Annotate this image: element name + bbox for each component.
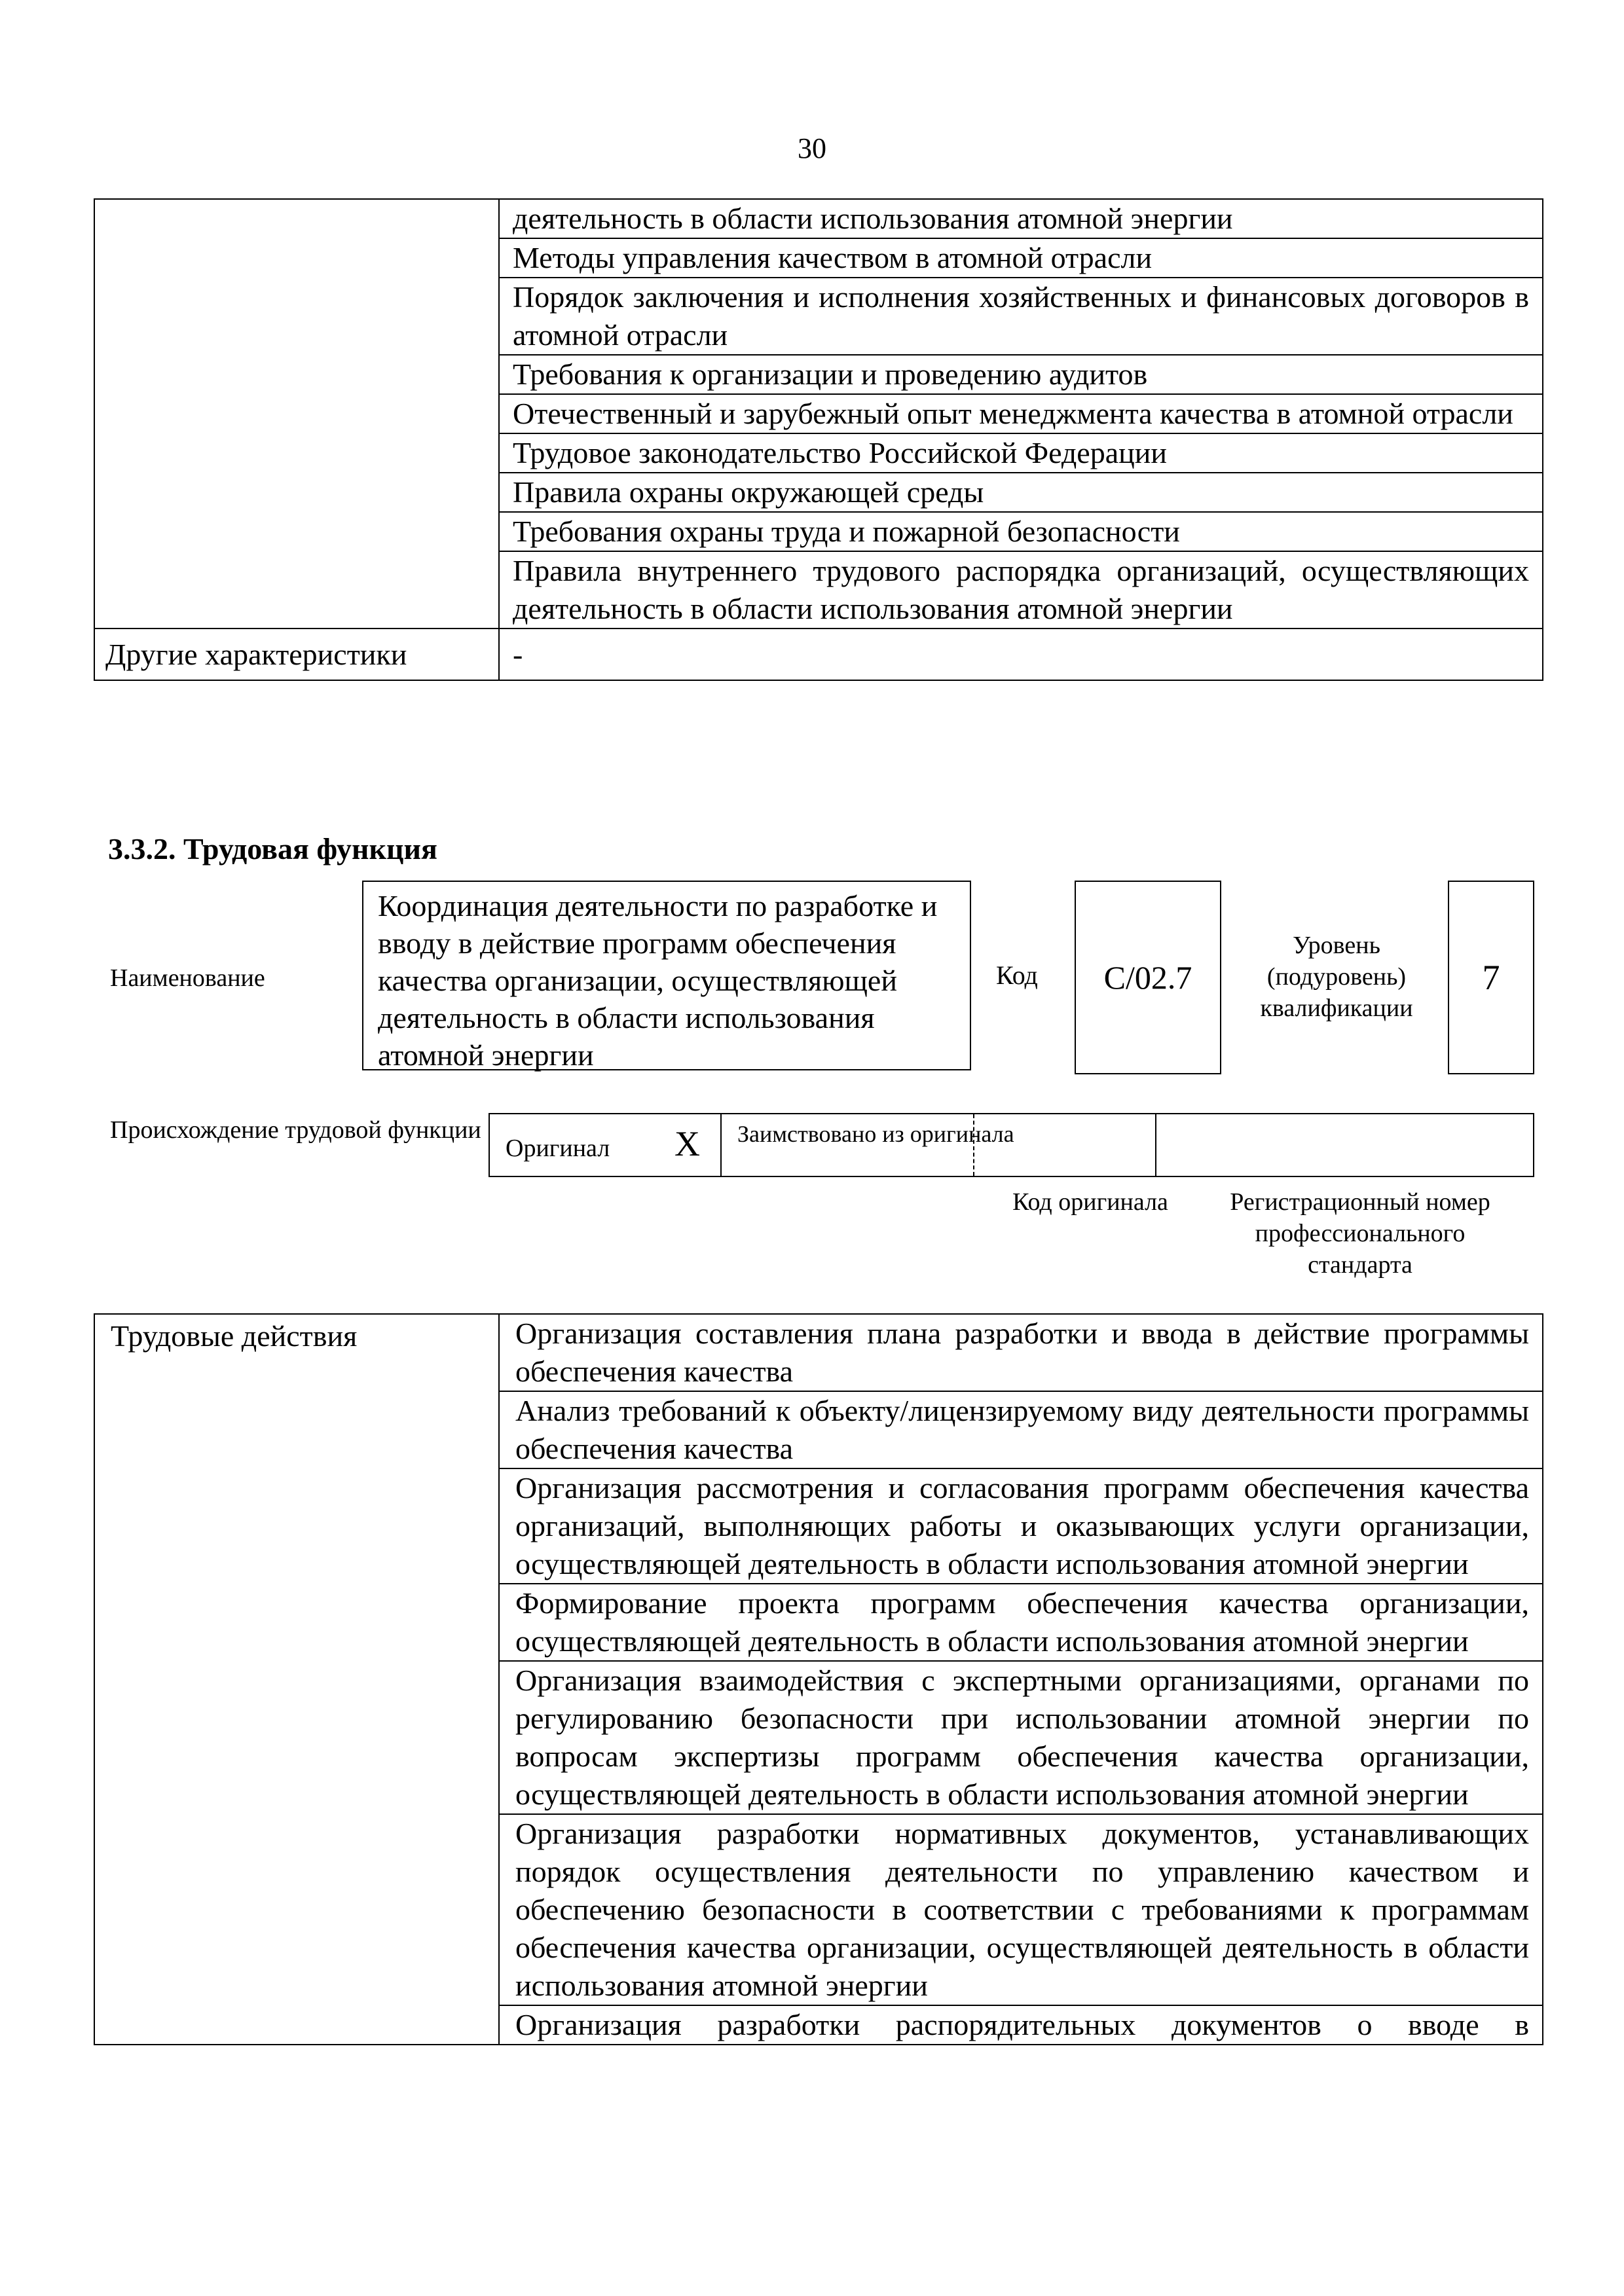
labor-action-item: Организация разработки распорядительных документов о вводе в [499, 2005, 1543, 2045]
knowledge-item: Порядок заключения и исполнения хозяйственных и финансовых договоров в атомной отрасли [499, 278, 1543, 355]
level-value-box: 7 [1448, 881, 1534, 1074]
origin-original-mark: X [674, 1124, 700, 1163]
labor-action-item: Анализ требований к объекту/лицензируемому виду деятельности программы обеспечения качества [499, 1391, 1543, 1468]
labor-action-item: Организация рассмотрения и согласования программ обеспечения качества организаций, выполняющих работы и оказывающих услуги организации, осуществляющей деятельность в области использования атомной энергии [499, 1468, 1543, 1584]
origin-divider [720, 1114, 722, 1176]
origin-row [489, 1113, 1534, 1177]
name-label: Наименование [110, 964, 265, 992]
knowledge-item: Требования к организации и проведению аудитов [499, 355, 1543, 394]
original-code-caption: Код оригинала [1012, 1188, 1168, 1216]
labor-action-item: Организация составления плана разработки и ввода в действие программы обеспечения качества [499, 1314, 1543, 1391]
knowledge-item: Отечественный и зарубежный опыт менеджмента качества в атомной отрасли [499, 394, 1543, 433]
knowledge-item: Правила охраны окружающей среды [499, 473, 1543, 512]
knowledge-item: Трудовое законодательство Российской Федерации [499, 433, 1543, 473]
labor-action-item: Формирование проекта программ обеспечения качества организации, осуществляющей деятельность в области использования атомной энергии [499, 1584, 1543, 1661]
knowledge-item: Методы управления качеством в атомной отрасли [499, 238, 1543, 278]
origin-label: Происхождение трудовой функции [110, 1116, 481, 1144]
registration-number-caption: Регистрационный номер профессионального стандарта [1230, 1188, 1490, 1279]
knowledge-item: Требования охраны труда и пожарной безопасности [499, 512, 1543, 551]
knowledge-item: деятельность в области использования атомной энергии [499, 199, 1543, 238]
code-label: Код [996, 960, 1038, 990]
origin-original-label: Оригинал [506, 1135, 610, 1162]
other-characteristics-value: - [499, 629, 1543, 680]
labor-actions-label: Трудовые действия [94, 1314, 499, 2045]
labor-action-item: Организация разработки нормативных документов, устанавливающих порядок осуществления деятельности по управлению качеством и обеспечению безопасности в соответствии с требованиями к программам обеспечения качества организации, осуществляющей деятельность в области использования атомной энергии [499, 1814, 1543, 2005]
level-label: Уровень (подуровень) квалификации [1260, 932, 1413, 1022]
origin-divider [1155, 1114, 1156, 1176]
origin-divider-dashed [973, 1114, 975, 1176]
page-number: 30 [798, 132, 826, 164]
other-characteristics-label: Другие характеристики [94, 629, 499, 680]
labor-action-item: Организация взаимодействия с экспертными организациями, органами по регулированию безопасности при использовании атомной энергии по вопросам экспертизы программ обеспечения качества организации, осуществляющей деятельность в области использования атомной энергии [499, 1661, 1543, 1814]
knowledge-item: Правила внутреннего трудового распорядка организаций, осуществляющих деятельность в области использования атомной энергии [499, 551, 1543, 629]
knowledge-table [94, 198, 1543, 681]
knowledge-label-cell [94, 199, 499, 629]
section-heading: 3.3.2. Трудовая функция [108, 832, 437, 866]
origin-borrowed-label: Заимствовано из оригинала [737, 1121, 1014, 1147]
code-value-box: С/02.7 [1075, 881, 1221, 1074]
function-name-box: Координация деятельности по разработке и вводу в действие программ обеспечения качества организации, осуществляющей деятельность в области использования атомной энергии [362, 881, 971, 1070]
labor-actions-table [94, 1313, 1543, 2045]
